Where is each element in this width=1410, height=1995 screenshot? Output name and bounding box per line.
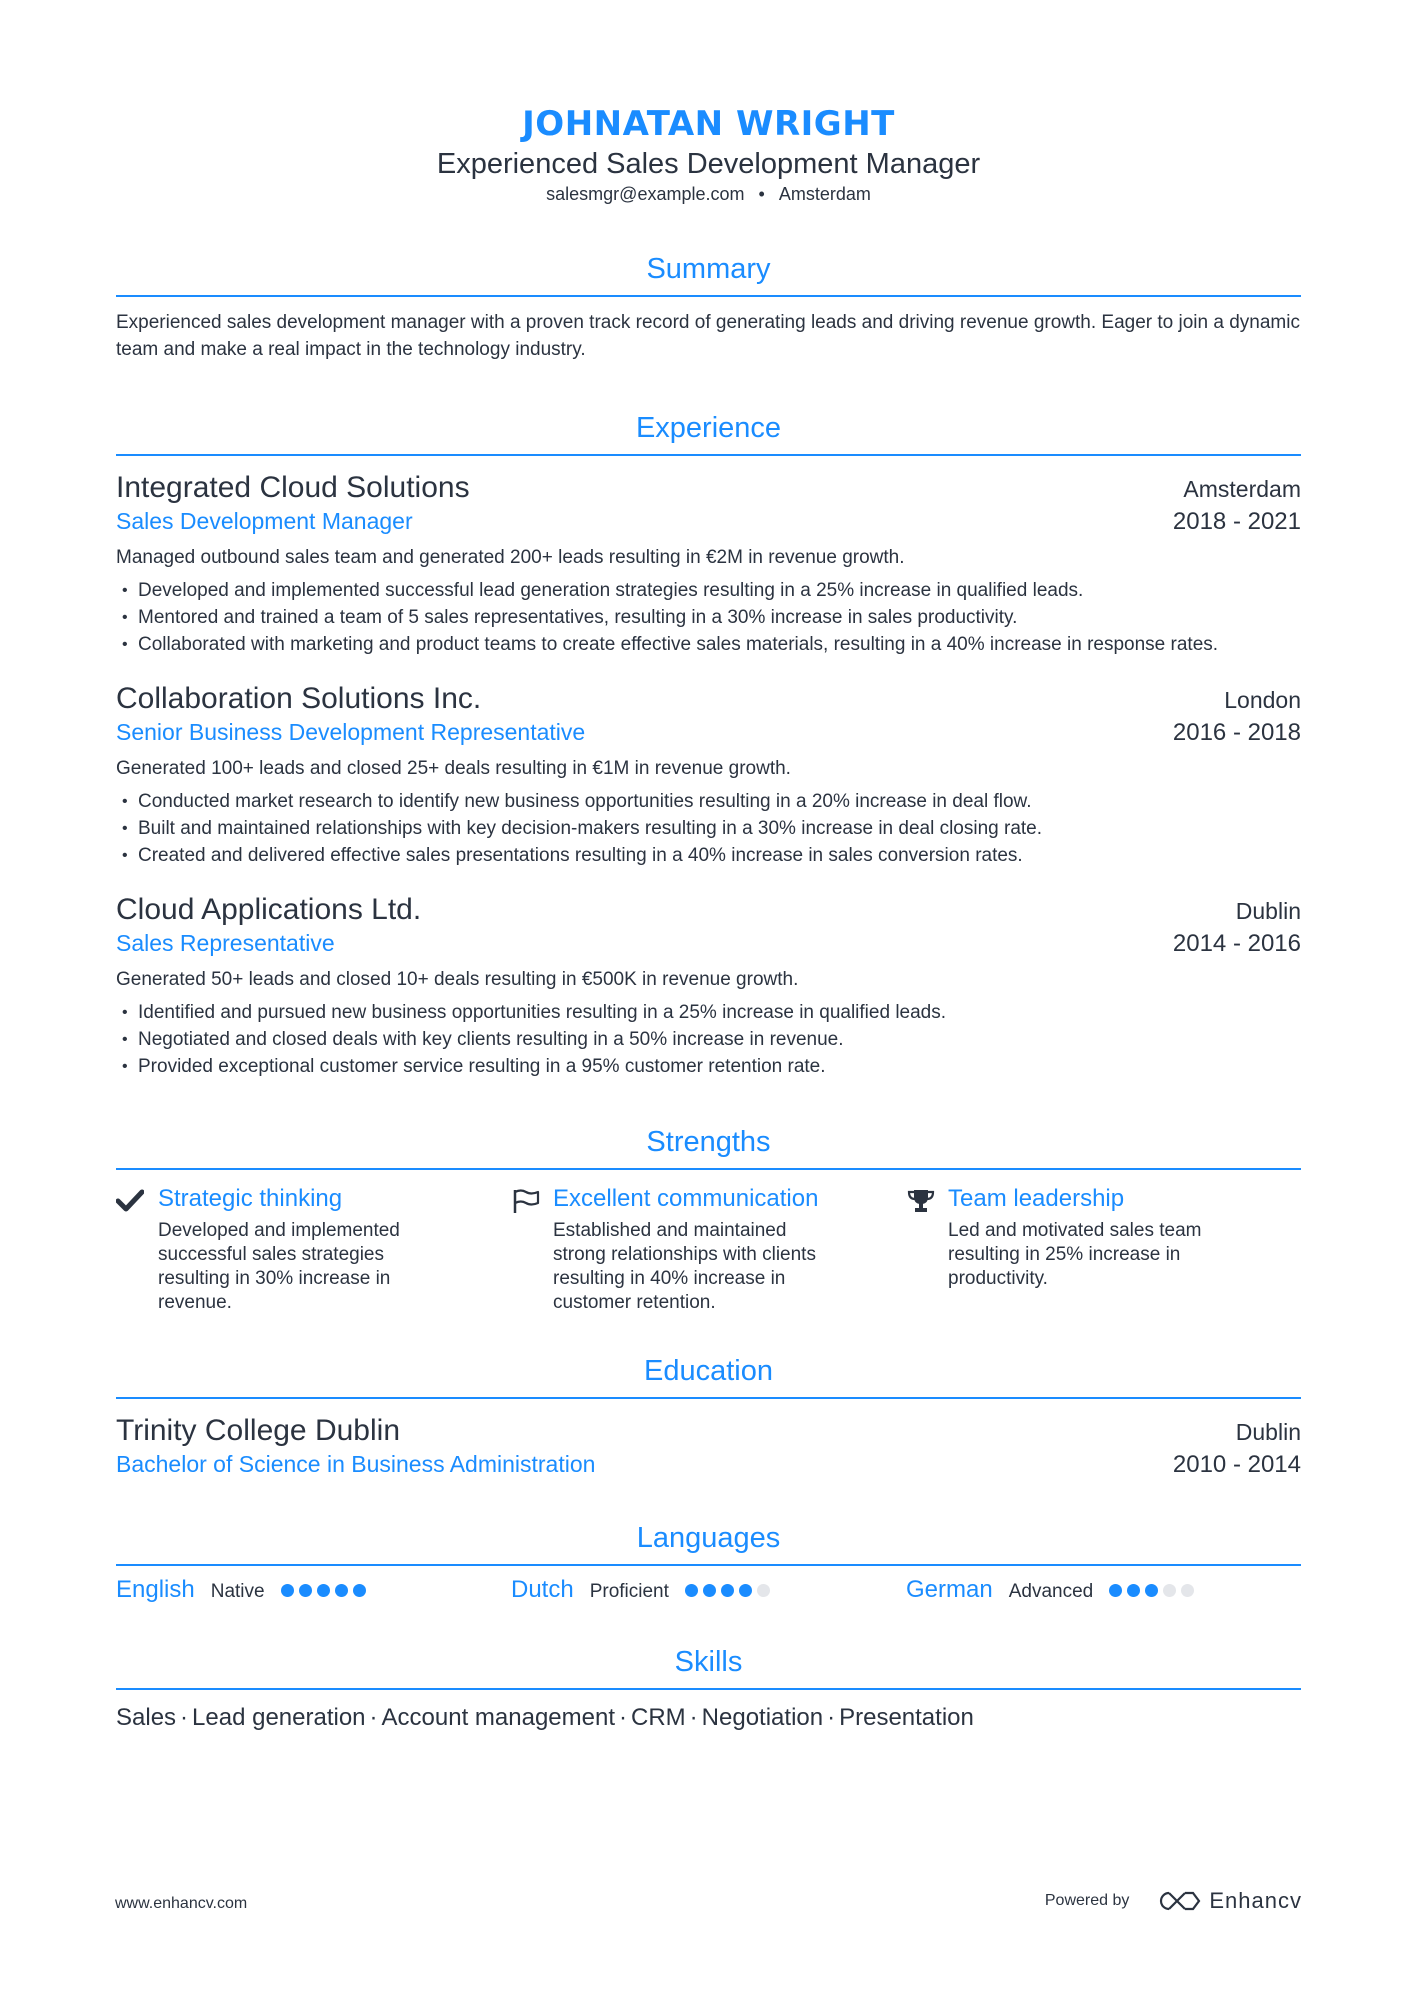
skill-item: Lead generation <box>192 1704 366 1731</box>
strength-item <box>906 1184 1301 1315</box>
education-degree: Bachelor of Science in Business Administration <box>116 1451 596 1477</box>
experience-role: Senior Business Development Representative <box>116 719 586 745</box>
summary-divider <box>116 295 1301 297</box>
rating-dot-filled <box>721 1584 734 1597</box>
strengths-heading: Strengths <box>646 1126 771 1158</box>
language-rating <box>281 1584 366 1597</box>
footer-branding[interactable] <box>1045 1888 1302 1914</box>
experience-bullets <box>116 788 1301 869</box>
skill-item: Account management <box>381 1704 616 1731</box>
skills-list <box>116 1702 1301 1734</box>
summary-section <box>116 251 1301 363</box>
experience-bullet: • Collaborated with marketing and product teams to create effective sales materials, resulting in a 40% increase in response rates. <box>116 631 1301 658</box>
education-divider <box>116 1397 1301 1399</box>
experience-company: Cloud Applications Ltd. <box>116 893 422 926</box>
rating-dot-filled <box>1127 1584 1140 1597</box>
experience-entry <box>116 892 1301 1080</box>
experience-location: London <box>1224 687 1301 713</box>
strength-description: Established and maintained strong relationships with clients resulting in 40% increase in customer retention. <box>553 1220 816 1313</box>
rating-dot-empty <box>1163 1584 1176 1597</box>
experience-location: Dublin <box>1235 898 1301 924</box>
experience-bullet: • Negotiated and closed deals with key clients resulting in a 50% increase in revenue. <box>116 1026 1301 1053</box>
rating-dot-filled <box>335 1584 348 1597</box>
experience-role: Sales Representative <box>116 930 335 956</box>
education-location: Dublin <box>1235 1419 1301 1445</box>
strength-description: Developed and implemented successful sales strategies resulting in 30% increase in revenue. <box>158 1220 400 1313</box>
language-name: Dutch <box>511 1576 574 1603</box>
skill-separator: · <box>180 1704 189 1731</box>
language-level: Advanced <box>1008 1581 1094 1602</box>
experience-bullet: • Built and maintained relationships with key decision-makers resulting in a 30% increase in deal closing rate. <box>116 815 1301 842</box>
skill-separator: · <box>619 1704 628 1731</box>
rating-dot-filled <box>703 1584 716 1597</box>
rating-dot-filled <box>317 1584 330 1597</box>
experience-bullet: • Mentored and trained a team of 5 sales representatives, resulting in a 30% increase in sales productivity. <box>116 604 1301 631</box>
education-dates: 2010 - 2014 <box>1172 1451 1301 1478</box>
strength-description: Led and motivated sales team resulting in 25% increase in productivity. <box>948 1220 1202 1289</box>
language-rating <box>1109 1584 1194 1597</box>
experience-dates: 2014 - 2016 <box>1172 930 1301 957</box>
rating-dot-filled <box>1145 1584 1158 1597</box>
rating-dot-empty <box>1181 1584 1194 1597</box>
experience-bullet: • Identified and pursued new business opportunities resulting in a 25% increase in qualified leads. <box>116 999 1301 1026</box>
experience-entry <box>116 681 1301 869</box>
rating-dot-filled <box>685 1584 698 1597</box>
skill-separator: · <box>369 1704 378 1731</box>
skills-heading: Skills <box>674 1646 743 1678</box>
strengths-list <box>116 1184 1301 1315</box>
languages-section <box>116 1520 1301 1604</box>
experience-description: Generated 100+ leads and closed 25+ deals resulting in €1M in revenue growth. <box>116 758 791 779</box>
skill-item: Presentation <box>839 1704 974 1731</box>
skills-section <box>116 1644 1301 1734</box>
experience-bullets <box>116 999 1301 1080</box>
education-school: Trinity College Dublin <box>116 1414 401 1447</box>
language-level: Proficient <box>589 1581 669 1602</box>
experience-section <box>116 410 1301 1080</box>
experience-description: Managed outbound sales team and generated 200+ leads resulting in €2M in revenue growth. <box>116 547 905 568</box>
rating-dot-filled <box>353 1584 366 1597</box>
languages-heading: Languages <box>636 1522 781 1554</box>
powered-by-label: Powered by <box>1044 1892 1130 1909</box>
resume-content <box>116 0 1301 1734</box>
contact-line <box>116 184 1301 205</box>
skill-item: Negotiation <box>701 1704 824 1731</box>
education-entry <box>116 1413 1301 1480</box>
contact-email[interactable]: salesmgr@example.com <box>546 184 745 204</box>
rating-dot-filled <box>1109 1584 1122 1597</box>
language-name: German <box>906 1576 993 1603</box>
language-item <box>511 1576 906 1604</box>
resume-header <box>116 0 1301 205</box>
language-name: English <box>116 1576 195 1603</box>
strengths-divider <box>116 1168 1301 1170</box>
language-item <box>116 1576 511 1604</box>
skill-item: CRM <box>631 1704 686 1731</box>
experience-entry <box>116 470 1301 658</box>
strength-item <box>116 1184 511 1315</box>
candidate-name: JOHNATAN WRIGHT <box>522 104 895 144</box>
rating-dot-filled <box>299 1584 312 1597</box>
skill-item: Sales <box>116 1704 177 1731</box>
trophy-icon <box>906 1184 948 1315</box>
experience-heading: Experience <box>635 412 782 444</box>
experience-description: Generated 50+ leads and closed 10+ deals resulting in €500K in revenue growth. <box>116 969 799 990</box>
education-heading: Education <box>644 1355 773 1387</box>
experience-location: Amsterdam <box>1183 476 1301 502</box>
footer-website[interactable]: www.enhancv.com <box>115 1895 248 1912</box>
skill-separator: · <box>827 1704 836 1731</box>
skills-divider <box>116 1688 1301 1690</box>
strength-item <box>511 1184 906 1315</box>
experience-dates: 2016 - 2018 <box>1172 719 1301 746</box>
education-section <box>116 1353 1301 1480</box>
languages-divider <box>116 1564 1301 1566</box>
experience-bullets <box>116 577 1301 658</box>
rating-dot-empty <box>757 1584 770 1597</box>
rating-dot-filled <box>281 1584 294 1597</box>
experience-bullet: • Provided exceptional customer service resulting in a 95% customer retention rate. <box>116 1053 1301 1080</box>
language-rating <box>685 1584 770 1597</box>
experience-company: Collaboration Solutions Inc. <box>116 682 482 715</box>
strengths-section <box>116 1124 1301 1315</box>
language-level: Native <box>210 1581 265 1602</box>
experience-bullet: • Created and delivered effective sales presentations resulting in a 40% increase in sales conversion rates. <box>116 842 1301 869</box>
languages-list <box>116 1576 1301 1604</box>
flag-icon <box>511 1184 553 1315</box>
enhancv-brand: Enhancv <box>1209 1888 1302 1913</box>
language-item <box>906 1576 1301 1604</box>
strength-title: Strategic thinking <box>158 1185 343 1212</box>
candidate-title: Experienced Sales Development Manager <box>436 148 981 180</box>
experience-company: Integrated Cloud Solutions <box>116 471 470 504</box>
experience-dates: 2018 - 2021 <box>1172 508 1301 535</box>
rating-dot-filled <box>739 1584 752 1597</box>
experience-bullet: • Developed and implemented successful lead generation strategies resulting in a 25% increase in qualified leads. <box>116 577 1301 604</box>
checkmark-icon <box>116 1184 158 1315</box>
experience-role: Sales Development Manager <box>116 508 413 534</box>
experience-divider <box>116 454 1301 456</box>
enhancv-logo-icon <box>1155 1889 1201 1913</box>
contact-separator: • <box>758 184 765 204</box>
contact-location: Amsterdam <box>778 184 871 204</box>
skill-separator: · <box>689 1704 698 1731</box>
summary-heading: Summary <box>646 253 771 285</box>
strength-title: Excellent communication <box>553 1185 819 1212</box>
strength-title: Team leadership <box>948 1185 1125 1212</box>
summary-text: Experienced sales development manager with a proven track record of generating leads and driving revenue growth. Eager to join a dynamic team and make a real impact in the technology industry. <box>116 312 1300 360</box>
experience-bullet: • Conducted market research to identify new business opportunities resulting in a 20% increase in deal flow. <box>116 788 1301 815</box>
